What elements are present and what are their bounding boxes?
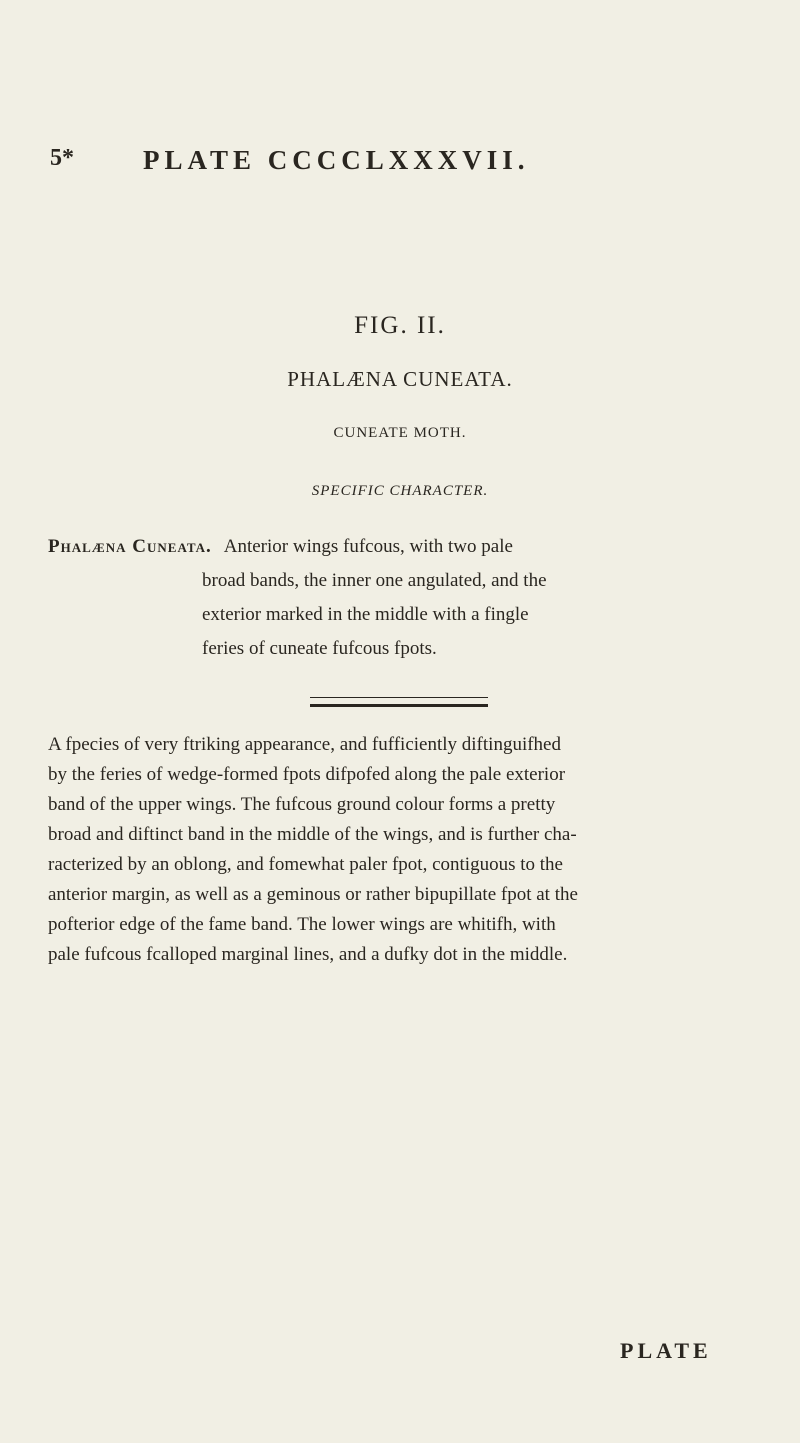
figure-title: FIG. II. [354, 312, 446, 339]
description-line: by the feries of wedge-formed fpots difpofed along the pale exterior [48, 764, 566, 785]
character-line-text: Anterior wings fufcous, with two pale [223, 536, 513, 557]
description-line: broad and diftinct band in the middle of the wings, and is further cha- [48, 824, 577, 845]
description-line: A fpecies of very ftriking appearance, and fufficiently diftinguifhed [48, 734, 561, 755]
character-line: broad bands, the inner one angulated, and the [202, 570, 547, 591]
common-name: CUNEATE MOTH. [333, 425, 467, 441]
description-line: pale fufcous fcalloped marginal lines, and a dufky dot in the middle. [48, 944, 568, 965]
page-number: 5* [50, 145, 74, 171]
section-heading: SPECIFIC CHARACTER. [311, 483, 489, 499]
character-line [48, 530, 763, 564]
description-line: anterior margin, as well as a geminous or rather bipupillate fpot at the [48, 884, 578, 905]
page-header [50, 145, 770, 185]
catchword: PLATE [620, 1338, 712, 1363]
description-line: pofterior edge of the fame band. The lower wings are whitifh, with [48, 914, 556, 935]
description-paragraph [48, 730, 768, 970]
description-line: racterized by an oblong, and fomewhat paler fpot, contiguous to the [48, 854, 563, 875]
description-line: band of the upper wings. The fufcous ground colour forms a pretty [48, 794, 556, 815]
plate-title: PLATE CCCCLXXXVII. [143, 145, 530, 175]
character-line: feries of cuneate fufcous fpots. [202, 638, 437, 659]
character-line: exterior marked in the middle with a fingle [202, 604, 529, 625]
character-lead-name: Phalæna Cuneata. [48, 536, 212, 557]
specific-character-paragraph [48, 530, 763, 666]
section-divider [310, 697, 488, 707]
species-name: PHALÆNA CUNEATA. [287, 367, 513, 391]
